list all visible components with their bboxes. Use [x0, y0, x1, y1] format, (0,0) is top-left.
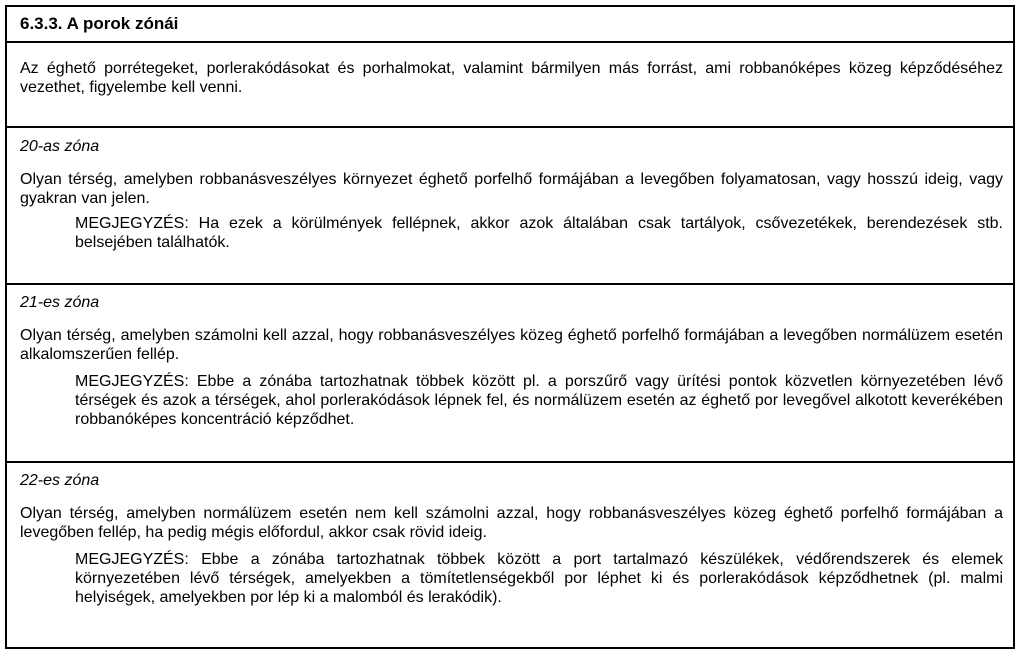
- document-table: [5, 5, 1015, 649]
- zone-21-note: MEGJEGYZÉS: Ebbe a zónába tartozhatnak többek között pl. a porszűrő vagy ürítési pontok közvetlen környezetében lévő térségek és azok a térségek, ahol porlerakódások lépnek fel, és normálüzem esetén az éghető por levegővel alkotott keverékében robbanóképes koncentráció képződhet.: [75, 373, 1003, 428]
- zone-20-row: [7, 128, 1013, 285]
- section-title: 6.3.3. A porok zónái: [20, 14, 179, 33]
- zone-20-heading: 20-as zóna: [20, 138, 100, 155]
- section-intro-row: [7, 43, 1013, 128]
- zone-22-definition: Olyan térség, amelyben normálüzem esetén nem kell számolni azzal, hogy robbanásveszélyes közeg éghető porfelhő formájában a levegőben fellép, ha pedig mégis előfordul, akkor csak rövid ideig.: [20, 505, 1003, 541]
- zone-22-row: [7, 463, 1013, 645]
- zone-21-definition: Olyan térség, amelyben számolni kell azzal, hogy robbanásveszélyes közeg éghető porfelhő formájában a levegőben normálüzem esetén alkalomszerűen fellép.: [20, 327, 1003, 363]
- zone-20-definition: Olyan térség, amelyben robbanásveszélyes környezet éghető porfelhő formájában a levegőben folyamatosan, vagy hosszú ideig, vagy gyakran van jelen.: [20, 171, 1003, 207]
- zone-22-heading: 22-es zóna: [20, 472, 100, 489]
- zone-22-note: MEGJEGYZÉS: Ebbe a zónába tartozhatnak többek között a port tartalmazó készülékek, védőrendszerek és elemek környezetében lévő térségek, amelyekben a tömítetlenségekből por léphet ki és porlerakódások képződhetnek (pl. malmi helyiségek, amelyekben por lép ki a malomból és lerakódik).: [75, 551, 1003, 606]
- zone-20-note: MEGJEGYZÉS: Ha ezek a körülmények fellépnek, akkor azok általában csak tartályok, csővezetékek, berendezések stb. belsejében találhatók.: [75, 215, 1003, 251]
- zone-21-row: [7, 285, 1013, 463]
- zone-21-heading: 21-es zóna: [20, 294, 100, 311]
- section-intro: Az éghető porrétegeket, porlerakódásokat és porhalmokat, valamint bármilyen más forrást, ami robbanóképes közeg képződéséhez vezethet, figyelembe kell venni.: [20, 60, 1003, 96]
- section-title-row: [7, 7, 1013, 43]
